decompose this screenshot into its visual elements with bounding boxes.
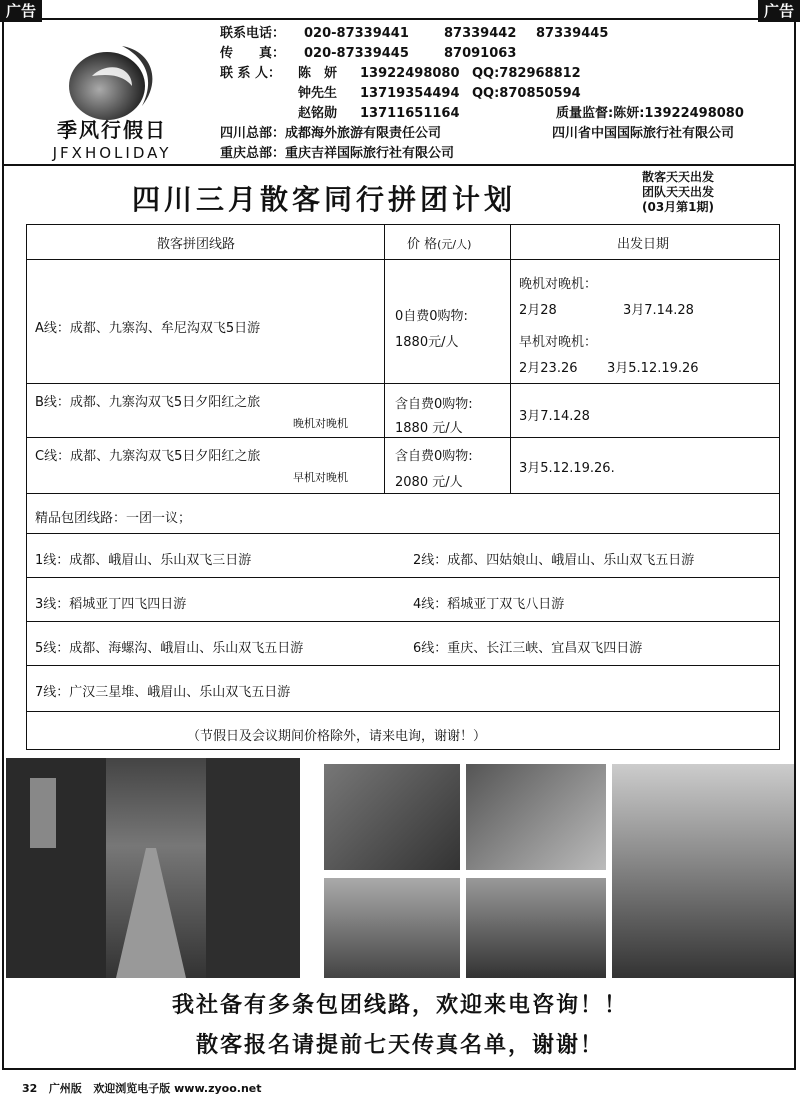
- premium-2: 2线：成都、四姑娘山、峨眉山、乐山双飞五日游: [413, 553, 695, 568]
- price-c-1: 含自费0购物:: [395, 449, 473, 464]
- ad-tag-left: 广告: [0, 0, 42, 22]
- tel-1: 020-87339441: [304, 26, 409, 41]
- hq-chongqing: 重庆总部：重庆吉祥国际旅行社有限公司: [220, 146, 455, 161]
- person-3-phone: 13711651164: [360, 106, 460, 121]
- photo-courtyard: [466, 764, 606, 870]
- premium-4: 4线：稻城亚丁双飞八日游: [413, 597, 565, 612]
- page-number: 32: [22, 1082, 38, 1095]
- tel-2: 87339442: [444, 26, 517, 41]
- photo-gate-1: [324, 878, 460, 978]
- premium-7: 7线：广汉三星堆、峨眉山、乐山双飞五日游: [35, 685, 291, 700]
- date-a-3: 3月7.14.28: [623, 303, 694, 318]
- partner: 四川省中国国际旅行社有限公司: [552, 126, 735, 141]
- col-price: 价 格(元/人): [407, 237, 472, 252]
- logo: [22, 28, 202, 166]
- date-c: 3月5.12.19.26.: [519, 461, 615, 476]
- title-area: [2, 168, 796, 224]
- col-route: 散客拼团线路: [157, 237, 236, 252]
- photo-teahouse: [324, 764, 460, 870]
- photo-gate-2: [466, 878, 606, 978]
- date-a-5: 2月23.26: [519, 361, 578, 376]
- ad-tag-right: 广告: [758, 0, 800, 22]
- footnote: （节假日及会议期间价格除外，请来电询，谢谢！）: [187, 729, 487, 744]
- edition: 广州版: [48, 1082, 82, 1095]
- route-table: [26, 224, 780, 750]
- fax-2: 87091063: [444, 46, 517, 61]
- tel-3: 87339445: [536, 26, 609, 41]
- date-a-4: 早机对晚机：: [519, 335, 598, 350]
- premium-1: 1线：成都、峨眉山、乐山双飞三日游: [35, 553, 252, 568]
- price-b-2: 1880 元/人: [395, 421, 463, 436]
- side-note-3: (03月第1期): [642, 200, 715, 214]
- photo-tree: [612, 764, 794, 978]
- header: [2, 18, 796, 166]
- hq-sichuan: 四川总部：成都海外旅游有限责任公司: [220, 126, 442, 141]
- side-notes: [642, 170, 714, 215]
- person-1: 陈 妍: [298, 66, 338, 81]
- col-dates: 出发日期: [617, 237, 670, 252]
- person-3: 赵铭勋: [298, 106, 338, 121]
- fax-label: 传 真：: [220, 46, 286, 61]
- slogan-1: 我社备有多条包团线路，欢迎来电咨询！！: [171, 993, 628, 1018]
- photo-collage: [6, 758, 794, 980]
- side-note-2: 团队天天出发: [642, 185, 715, 199]
- date-a-2: 2月28: [519, 303, 557, 318]
- premium-5: 5线：成都、海螺沟、峨眉山、乐山双飞五日游: [35, 641, 304, 656]
- note-b: 晚机对晚机: [293, 417, 348, 430]
- date-a-6: 3月5.12.19.26: [607, 361, 699, 376]
- route-a: A线：成都、九寨沟、牟尼沟双飞5日游: [35, 321, 261, 336]
- route-c: C线：成都、九寨沟双飞5日夕阳红之旅: [35, 449, 261, 464]
- fax-1: 020-87339445: [304, 46, 409, 61]
- side-note-1: 散客天天出发: [642, 170, 715, 184]
- premium-title: 精品包团线路：一团一议；: [35, 511, 192, 526]
- premium-3: 3线：稻城亚丁四飞四日游: [35, 597, 187, 612]
- logo-swirl-icon: [62, 36, 162, 126]
- logo-cn: 季风行假日: [57, 118, 167, 142]
- route-b: B线：成都、九寨沟双飞5日夕阳红之旅: [35, 395, 261, 410]
- price-a-1: 0自费0购物:: [395, 309, 468, 324]
- site-link[interactable]: 欢迎浏览电子版 www.zyoo.net: [93, 1082, 262, 1095]
- page-title: 四川三月散客同行拼团计划: [132, 183, 517, 216]
- date-b: 3月7.14.28: [519, 409, 590, 424]
- premium-6: 6线：重庆、长江三峡、宜昌双飞四日游: [413, 641, 643, 656]
- person-2-qq: QQ:870850594: [472, 86, 581, 101]
- supervisor: 质量监督:陈妍:13922498080: [556, 106, 744, 121]
- page-footer: [22, 1080, 262, 1096]
- contact-label: 联 系 人：: [220, 66, 282, 81]
- person-1-qq: QQ:782968812: [472, 66, 581, 81]
- photo-street: [6, 758, 300, 978]
- note-c: 早机对晚机: [293, 471, 348, 484]
- slogan-2: 散客报名请提前七天传真名单，谢谢！: [195, 1033, 604, 1058]
- person-2-phone: 13719354494: [360, 86, 460, 101]
- logo-en: JFXHOLIDAY: [52, 144, 172, 162]
- price-b-1: 含自费0购物:: [395, 397, 473, 412]
- tel-label: 联系电话：: [220, 26, 286, 41]
- person-1-phone: 13922498080: [360, 66, 460, 81]
- date-a-1: 晚机对晚机：: [519, 277, 598, 292]
- person-2: 钟先生: [298, 86, 338, 101]
- price-a-2: 1880元/人: [395, 335, 459, 350]
- price-c-2: 2080 元/人: [395, 475, 463, 490]
